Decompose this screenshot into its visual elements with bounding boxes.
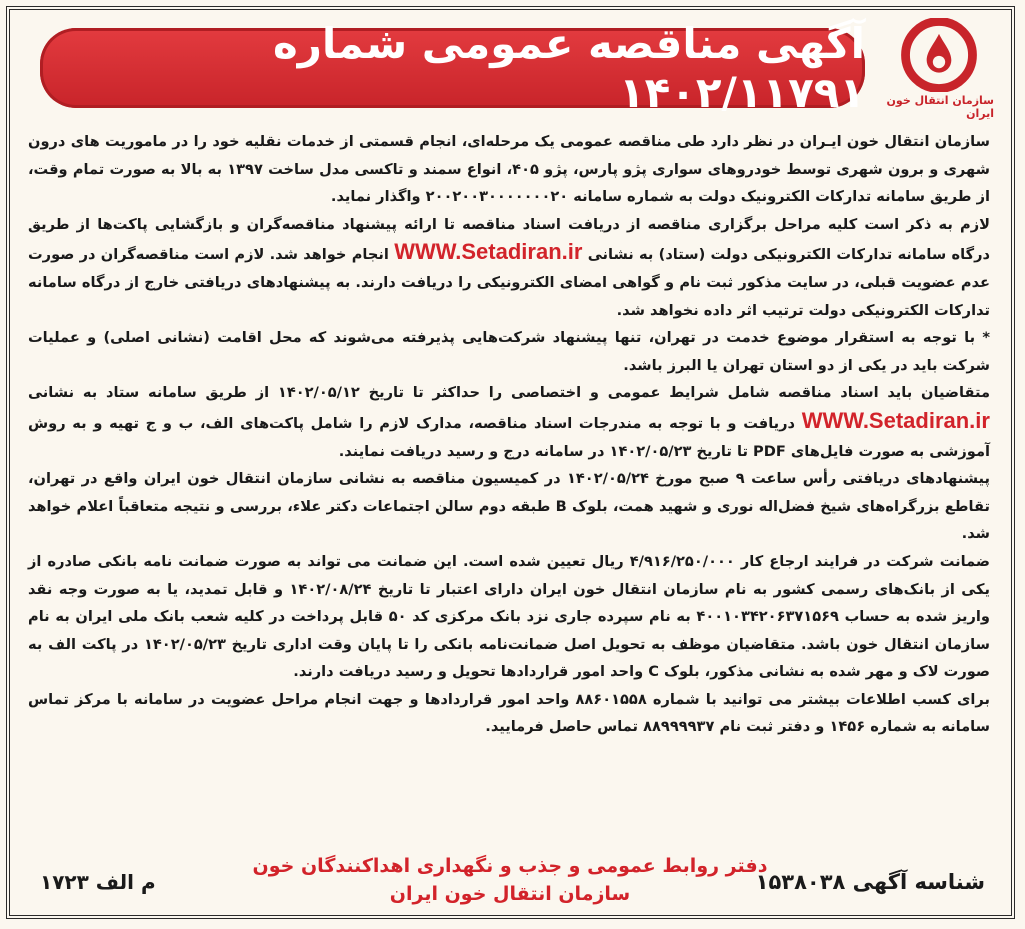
logo-caption: سازمان انتقال خون ایران <box>886 94 994 120</box>
ad-identifier: شناسه آگهی ۱۵۳۸۰۳۸ <box>755 870 985 894</box>
paragraph-location-requirement: * با توجه به استقرار موضوع خدمت در تهران، تنها پیشنهاد شرکت‌هایی پذیرفته می‌شوند که محل اقامت (نشانی اصلی) و عملیات شرکت باید در یکی از دو استان تهران یا البرز باشد. <box>28 329 990 374</box>
paragraph-procedure-part2: انجام خواهد شد. لازم است مناقصه‌گران در صورت عدم عضویت قبلی، در سایت مذکور ثبت نام و گواهی امضای الکترونیکی را دریافت دارند. به پیشنهادهای دریافتی خارج از درگاه سامانه تدارکات الکترونیکی دولت ترتیب اثر داده نخواهد شد. <box>28 246 990 319</box>
paragraph-guarantee: ضمانت شرکت در فرایند ارجاع کار ۴/۹۱۶/۲۵۰/۰۰۰ ریال تعیین شده است. این ضمانت می تواند به صورت ضمانت نامه بانکی صادره از یکی از بانک‌های رسمی کشور به نام سازمان انتقال خون ایران دارای اعتبار تا تاریخ ۱۴۰۲/۰۸/۲۴ و قابل تمدید، یا به صورت وجه نقد واریز شده به حساب ۴۰۰۱۰۳۴۲۰۶۳۷۱۵۶۹ به نام سپرده جاری نزد بانک مرکزی کد ۵۰ قابل پرداخت در کلیه شعب بانک ملی ایران به نام سازمان انتقال خون باشد. متقاضیان موظف به تحویل اصل ضمانت‌نامه بانکی را تا پایان وقت اداری تاریخ ۱۴۰۲/۰۵/۲۳ در پاکت الف به صورت لاک و مهر شده به نشانی مذکور، بلوک C واحد امور قراردادها تحویل و رسید دریافت دارند. <box>28 552 990 681</box>
paragraph-documents-part1: متقاضیان باید اسناد مناقصه شامل شرایط عمومی و اختصاصی را حداکثر تا تاریخ ۱۴۰۲/۰۵/۱۲ از طریق سامانه ستاد به نشانی <box>28 384 990 402</box>
footer-org-line2: سازمان انتقال خون ایران <box>389 883 631 905</box>
paragraph-procedure <box>28 211 990 324</box>
website-link[interactable]: WWW.Setadiran.ir <box>394 239 583 265</box>
page-title: آگهی مناقصه عمومی شماره ۱۴۰۲/۱۱۷۹۱ <box>272 19 865 117</box>
paragraph-contact: برای کسب اطلاعات بیشتر می توانید با شماره ۸۸۶۰۱۵۵۸ واحد امور قراردادها و جهت انجام مراحل عضویت در سامانه با مرکز تماس سامانه به شماره ۱۴۵۶ و دفتر ثبت نام ۸۸۹۹۹۹۳۷ تماس حاصل فرمایید. <box>28 690 990 736</box>
website-link-2[interactable]: WWW.Setadiran.ir <box>801 407 990 433</box>
blood-drop-logo-icon <box>897 18 981 92</box>
footer-org-line1: دفتر روابط عمومی و جذب و نگهداری اهداکنندگان خون <box>252 855 768 877</box>
paragraph-documents-part2: دریافت و با توجه به مندرجات اسناد مناقصه، مدارک لازم را شامل پاکت‌های الف، ب و ج تهیه و به روش آموزشی به صورت فایل‌های PDF تا تاریخ ۱۴۰۲/۰۵/۲۳ در سامانه درج و رسید دریافت نمایند. <box>28 414 990 460</box>
logo <box>884 18 994 120</box>
reference-number: م الف ۱۷۲۳ <box>40 870 156 894</box>
paragraph-documents <box>28 379 990 465</box>
paragraph-procedure-part1: لازم به ذکر است کلیه مراحل برگزاری مناقصه از دریافت اسناد مناقصه تا ارائه پیشنهاد مناقصه‌گران و بازگشایی پاکت‌ها از طریق درگاه سامانه تدارکات الکترونیکی دولت (ستاد) به نشانی <box>28 215 990 264</box>
paragraph-intro: سازمان انتقال خون ایـران در نظر دارد طی مناقصه عمومی یک مرحله‌ای، انجام قسمتی از خدمات نقلیه خود را در ماموریت های درون شهری و برون شهری توسط خودروهای سواری پژو پارس، پژو ۴۰۵، انواع سمند و تاکسی مدل ساخت ۱۳۹۷ به بالا به صورت تمام وقت، از طریق سامانه تدارکات الکترونیک دولت به شماره سامانه ۲۰۰۲۰۰۳۰۰۰۰۰۰۰۲۰ واگذار نماید. <box>28 133 990 206</box>
footer-organization <box>250 852 770 908</box>
paragraph-opening: پیشنهادهای دریافتی رأس ساعت ۹ صبح مورخ ۱۴۰۲/۰۵/۲۴ در کمیسیون مناقصه به نشانی سازمان انتقال خون ایران واقع در تهران، تقاطع بزرگراه‌های شیخ فضل‌اله نوری و شهید همت، بلوک B طبقه دوم سالن اجتماعات دکتر علاء، بررسی و نتیجه متعاقباً اعلام خواهد شد. <box>28 470 990 543</box>
announcement-body <box>28 128 990 741</box>
title-banner <box>40 19 865 117</box>
